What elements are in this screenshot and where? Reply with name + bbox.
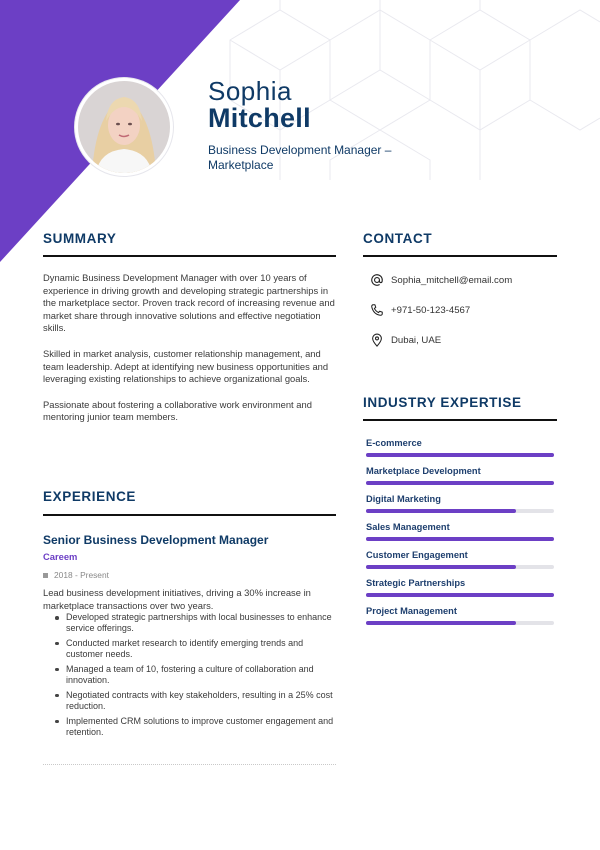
summary-paragraph: Dynamic Business Development Manager with over 10 years of experience in driving growth and developing strategic partnerships in the marketplace sector. Proven track record of increasing revenue and market share through innovative solutions and effective negotiation skills. bbox=[43, 272, 335, 334]
expertise-label: Customer Engagement bbox=[366, 550, 468, 560]
expertise-level-track bbox=[366, 481, 554, 485]
achievement-list bbox=[54, 612, 340, 742]
job-title: Business Development Manager – Marketplace bbox=[208, 143, 392, 172]
achievement-item: Developed strategic partnerships with local businesses to enhance service offerings. bbox=[54, 612, 340, 634]
expertise-label: Marketplace Development bbox=[366, 466, 481, 476]
phone-icon bbox=[370, 303, 384, 317]
calendar-icon bbox=[43, 573, 48, 578]
contact-divider bbox=[363, 255, 557, 257]
contact-phone-text: +971-50-123-4567 bbox=[391, 304, 471, 316]
expertise-level-fill bbox=[366, 621, 516, 625]
summary-paragraph: Passionate about fostering a collaborative work environment and mentoring junior team members. bbox=[43, 398, 312, 423]
profile-photo bbox=[78, 81, 170, 173]
summary-heading: SUMMARY bbox=[43, 231, 117, 246]
at-icon bbox=[370, 273, 384, 287]
job-role: Senior Business Development Manager bbox=[43, 533, 269, 547]
expertise-item bbox=[366, 521, 554, 549]
achievement-item: Managed a team of 10, fostering a culture of collaboration and innovation. bbox=[54, 664, 340, 686]
expertise-level-track bbox=[366, 537, 554, 541]
company-name: Careem bbox=[43, 551, 78, 562]
job-description: Lead business development initiatives, driving a 30% increase in marketplace transactions over two years. bbox=[43, 587, 311, 611]
contact-email bbox=[370, 272, 512, 288]
experience-divider bbox=[43, 514, 336, 516]
expertise-level-fill bbox=[366, 565, 516, 569]
expertise-level-fill bbox=[366, 537, 554, 541]
first-name: Sophia bbox=[208, 76, 292, 106]
achievement-item: Conducted market research to identify emerging trends and customer needs. bbox=[54, 638, 340, 660]
location-pin-icon bbox=[370, 333, 384, 347]
expertise-heading: INDUSTRY EXPERTISE bbox=[363, 395, 522, 410]
summary-body bbox=[43, 272, 338, 437]
contact-email-text: Sophia_mitchell@email.com bbox=[391, 274, 513, 286]
expertise-item bbox=[366, 605, 554, 633]
achievement-item: Implemented CRM solutions to improve customer engagement and retention. bbox=[54, 716, 340, 738]
expertise-level-track bbox=[366, 565, 554, 569]
summary-divider bbox=[43, 255, 336, 257]
contact-phone bbox=[370, 302, 470, 318]
expertise-item bbox=[366, 577, 554, 605]
achievement-item: Negotiated contracts with key stakeholders, resulting in a 25% cost reduction. bbox=[54, 690, 340, 712]
expertise-item bbox=[366, 549, 554, 577]
expertise-level-fill bbox=[366, 509, 516, 513]
expertise-item bbox=[366, 437, 554, 465]
expertise-divider bbox=[363, 419, 557, 421]
expertise-level-track bbox=[366, 509, 554, 513]
expertise-label: E-commerce bbox=[366, 438, 422, 448]
expertise-label: Project Management bbox=[366, 606, 457, 616]
expertise-list bbox=[366, 437, 554, 633]
last-name: Mitchell bbox=[208, 103, 311, 133]
profile-photo-frame bbox=[75, 78, 173, 176]
employment-dates bbox=[43, 570, 109, 580]
contact-location bbox=[370, 332, 441, 348]
expertise-level-fill bbox=[366, 453, 554, 457]
expertise-label: Digital Marketing bbox=[366, 494, 441, 504]
expertise-level-fill bbox=[366, 593, 554, 597]
expertise-label: Sales Management bbox=[366, 522, 450, 532]
summary-paragraph: Skilled in market analysis, customer relationship management, and team leadership. Adept at identifying new business opportunities and leveraging existing relationships to achieve organizational goals. bbox=[43, 347, 329, 385]
employment-dates-text: 2018 - Present bbox=[54, 570, 109, 580]
contact-heading: CONTACT bbox=[363, 231, 433, 246]
expertise-item bbox=[366, 493, 554, 521]
expertise-level-track bbox=[366, 593, 554, 597]
experience-heading: EXPERIENCE bbox=[43, 489, 137, 504]
contact-location-text: Dubai, UAE bbox=[391, 334, 442, 346]
expertise-item bbox=[366, 465, 554, 493]
expertise-level-fill bbox=[366, 481, 554, 485]
expertise-level-track bbox=[366, 621, 554, 625]
expertise-label: Strategic Partnerships bbox=[366, 578, 466, 588]
section-end-divider bbox=[43, 764, 336, 765]
expertise-level-track bbox=[366, 453, 554, 457]
